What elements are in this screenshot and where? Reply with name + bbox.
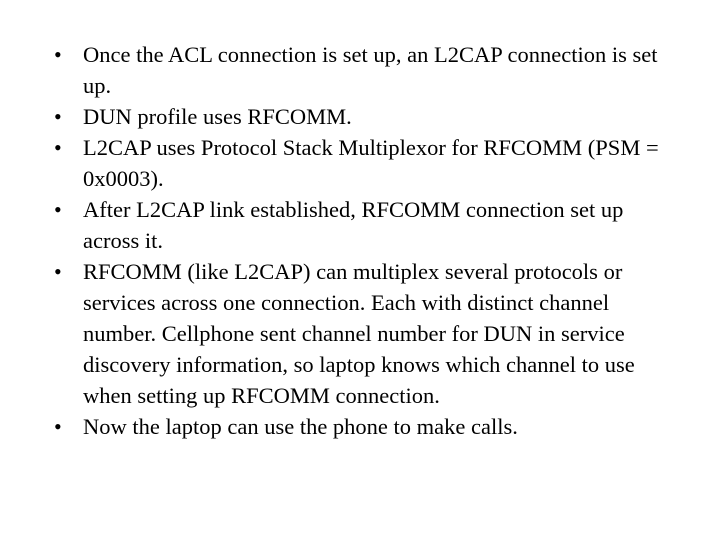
bullet-item	[54, 132, 664, 194]
bullet-icon: •	[54, 42, 62, 67]
bullet-icon: •	[54, 104, 62, 129]
bullet-list	[54, 39, 664, 442]
bullet-icon: •	[54, 135, 62, 160]
bullet-text: After L2CAP link established, RFCOMM connection set up across it.	[83, 197, 624, 253]
bullet-item	[54, 256, 664, 411]
bullet-text: RFCOMM (like L2CAP) can multiplex several protocols or services across one connection. Each with distinct channel number. Cellphone sent channel number for DUN in service discovery information, so laptop knows which channel to use when setting up RFCOMM connection.	[83, 259, 635, 408]
bullet-icon: •	[54, 414, 62, 439]
bullet-icon: •	[54, 197, 62, 222]
bullet-text: DUN profile uses RFCOMM.	[83, 104, 352, 129]
bullet-text: Now the laptop can use the phone to make calls.	[83, 414, 518, 439]
bullet-text: L2CAP uses Protocol Stack Multiplexor for RFCOMM (PSM = 0x0003).	[83, 135, 659, 191]
bullet-item	[54, 411, 664, 442]
bullet-item	[54, 194, 664, 256]
bullet-text: Once the ACL connection is set up, an L2CAP connection is set up.	[83, 42, 658, 98]
bullet-item	[54, 39, 664, 101]
bullet-icon: •	[54, 259, 62, 284]
bullet-item	[54, 101, 664, 132]
